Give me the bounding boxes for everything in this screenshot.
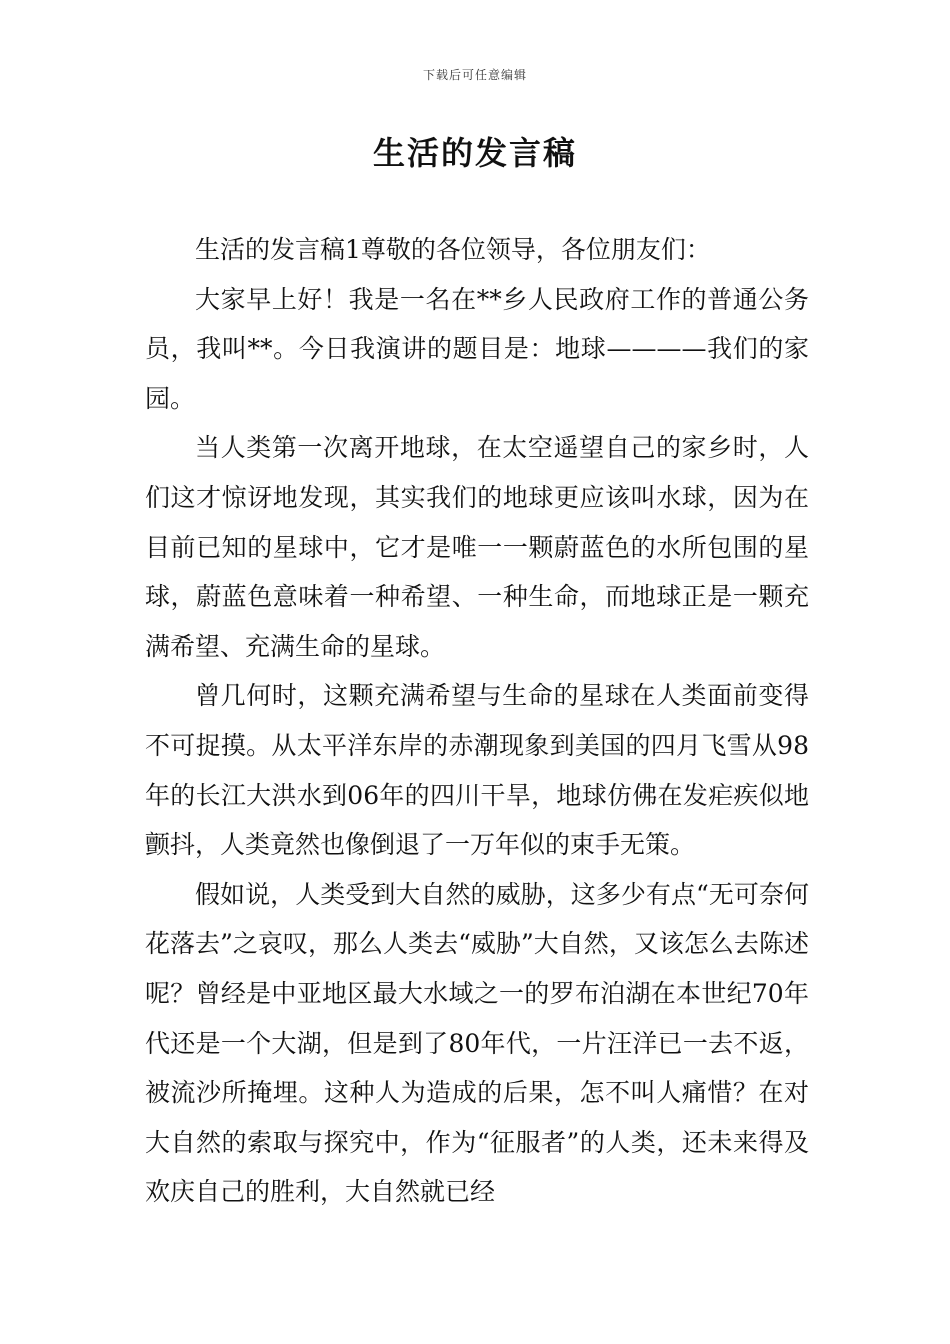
paragraph-4: 曾几何时，这颗充满希望与生命的星球在人类面前变得不可捉摸。从太平洋东岸的赤潮现象到美国的四月飞雪从98年的长江大洪水到06年的四川干旱，地球仿佛在发疟疾似地颤抖，人类竟然也像倒退了一万年似的束手无策。 [145, 681, 809, 860]
paragraph-2: 大家早上好！我是一名在**乡人民政府工作的普通公务员，我叫**。今日我演讲的题目是：地球————我们的家园。 [145, 284, 809, 413]
paragraph-1: 生活的发言稿1尊敬的各位领导，各位朋友们： [195, 235, 711, 264]
document-body [145, 225, 809, 1217]
paragraph-3: 当人类第一次离开地球，在太空遥望自己的家乡时，人们这才惊讶地发现，其实我们的地球更应该叫水球，因为在目前已知的星球中，它才是唯一一颗蔚蓝色的水所包围的星球，蔚蓝色意味着一种希望、一种生命，而地球正是一颗充满希望、充满生命的星球。 [145, 433, 809, 661]
paragraph-5: 假如说，人类受到大自然的威胁，这多少有点“无可奈何花落去”之哀叹，那么人类去“威胁”大自然，又该怎么去陈述呢？曾经是中亚地区最大水域之一的罗布泊湖在本世纪70年代还是一个大湖，但是到了80年代，一片汪洋已一去不返，被流沙所掩埋。这种人为造成的后果，怎不叫人痛惜？在对大自然的索取与探究中，作为“征服者”的人类，还未来得及欢庆自己的胜利，大自然就已经 [145, 879, 809, 1207]
header-note: 下载后可任意编辑 [422, 68, 527, 82]
document-title: 生活的发言稿 [372, 134, 577, 172]
